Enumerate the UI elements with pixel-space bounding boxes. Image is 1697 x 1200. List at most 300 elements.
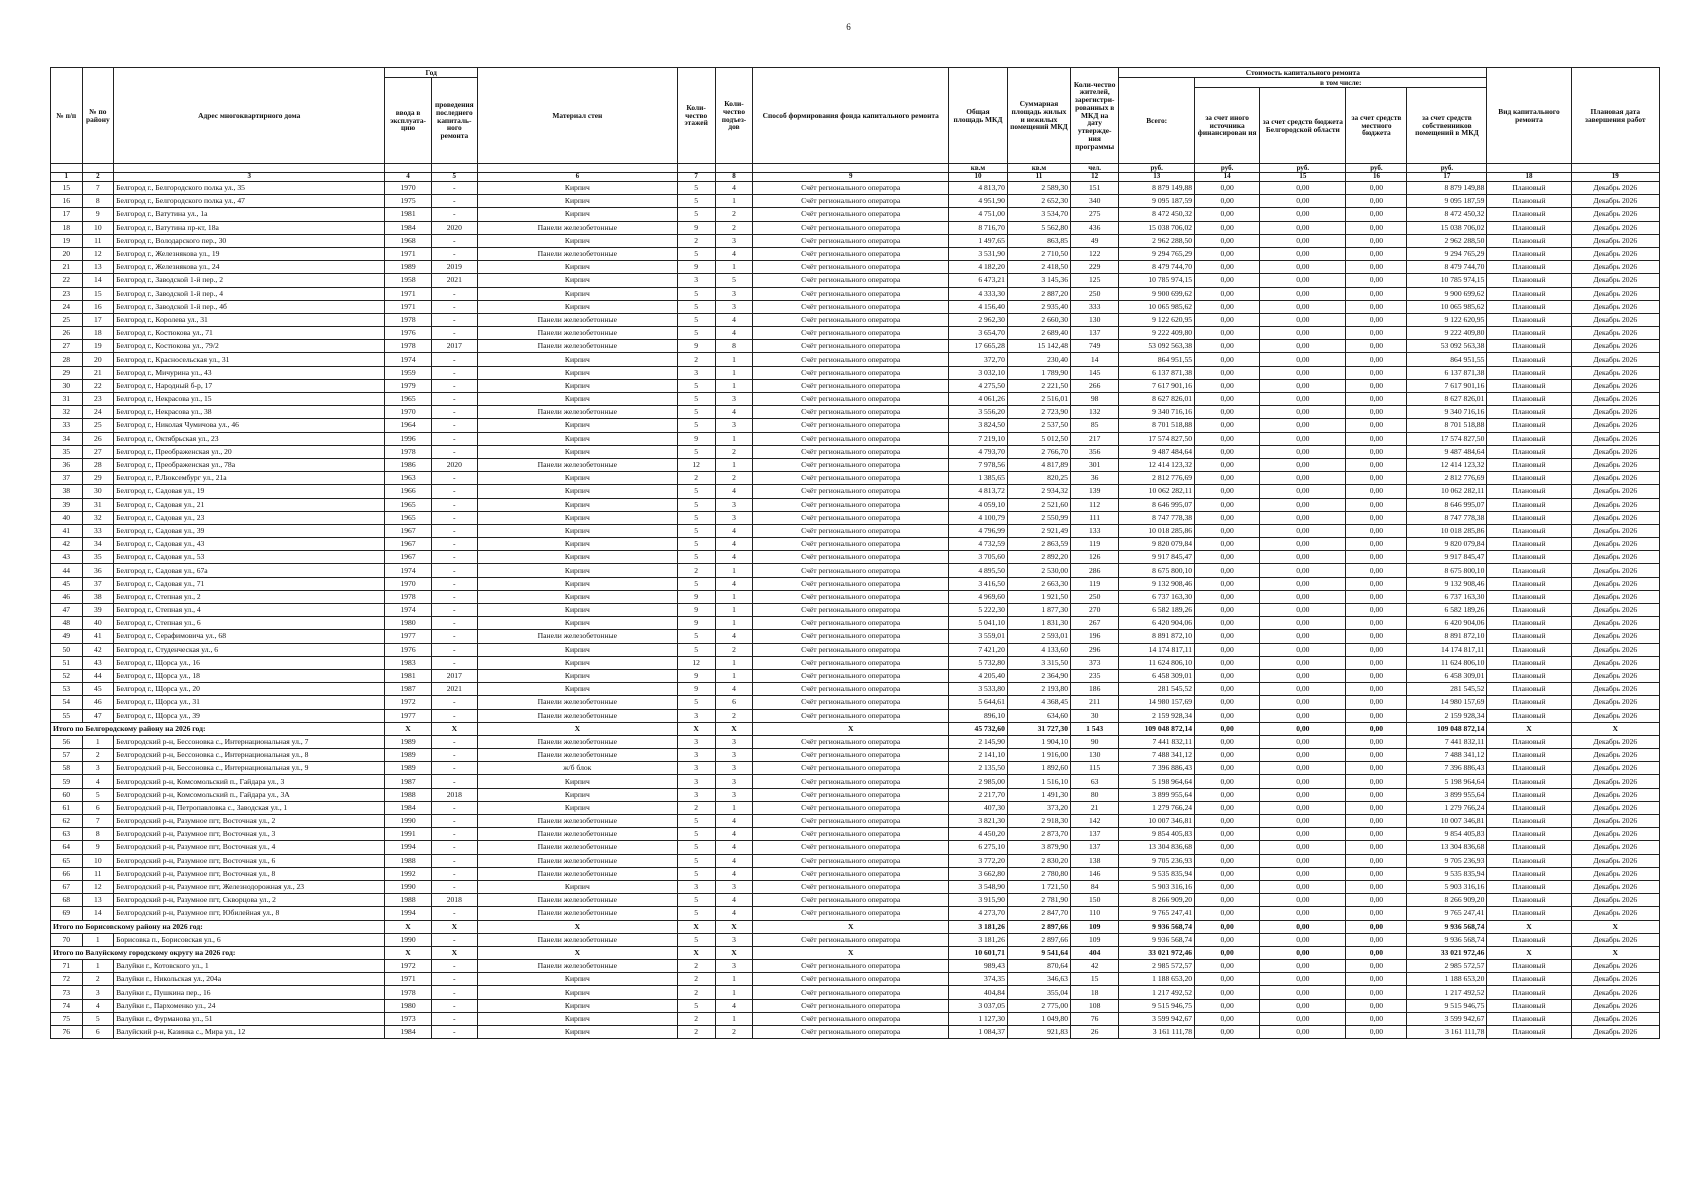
table-row: [51, 986, 1660, 999]
table-cell: 1996: [385, 432, 431, 445]
table-cell: 6: [82, 1026, 114, 1039]
table-cell: Счёт регионального оператора: [753, 498, 949, 511]
table-cell: 1989: [385, 735, 431, 748]
table-cell: Плановый: [1487, 327, 1571, 340]
table-cell: 7 421,20: [949, 643, 1008, 656]
table-cell: 66: [51, 867, 83, 880]
table-cell: 4 969,60: [949, 590, 1008, 603]
subtotal-label: Итого по Борисовскому району на 2026 год:: [51, 920, 385, 933]
table-cell: 0,00: [1195, 669, 1260, 682]
header-fund-method: Способ формирования фонда капитального ремонта: [753, 68, 949, 164]
table-cell: 0,00: [1346, 432, 1407, 445]
table-cell: 9 900 699,62: [1119, 287, 1195, 300]
table-cell: 0,00: [1195, 617, 1260, 630]
table-cell: 35: [51, 445, 83, 458]
table-cell: Декабрь 2026: [1571, 696, 1659, 709]
table-cell: Кирпич: [477, 472, 677, 485]
table-cell: Плановый: [1487, 458, 1571, 471]
table-cell: Плановый: [1487, 261, 1571, 274]
column-number: 14: [1195, 173, 1260, 182]
table-cell: 142: [1070, 815, 1118, 828]
table-cell: Кирпич: [477, 393, 677, 406]
subtotal-cell: X: [385, 920, 431, 933]
table-cell: 3 533,80: [949, 683, 1008, 696]
table-cell: -: [431, 366, 477, 379]
table-cell: 3 899 955,64: [1407, 788, 1487, 801]
table-cell: Декабрь 2026: [1571, 801, 1659, 814]
table-cell: 0,00: [1346, 1012, 1407, 1025]
column-number: 19: [1571, 173, 1659, 182]
subtotal-cell: 0,00: [1260, 946, 1346, 959]
table-cell: 0,00: [1346, 709, 1407, 722]
table-cell: Плановый: [1487, 406, 1571, 419]
table-cell: 2 530,00: [1007, 564, 1070, 577]
table-cell: 3: [677, 749, 715, 762]
table-cell: Декабрь 2026: [1571, 182, 1659, 195]
table-cell: Счёт регионального оператора: [753, 604, 949, 617]
table-cell: 8 701 518,88: [1119, 419, 1195, 432]
table-cell: 2 418,50: [1007, 261, 1070, 274]
table-cell: Кирпич: [477, 683, 677, 696]
table-cell: Плановый: [1487, 735, 1571, 748]
table-cell: 0,00: [1346, 854, 1407, 867]
table-cell: 30: [51, 379, 83, 392]
subtotal-cell: X: [715, 920, 753, 933]
table-cell: 85: [1070, 419, 1118, 432]
table-cell: 6 458 309,01: [1407, 669, 1487, 682]
table-cell: 5 198 964,64: [1407, 775, 1487, 788]
table-cell: 2 521,60: [1007, 498, 1070, 511]
table-cell: 2 221,50: [1007, 379, 1070, 392]
table-cell: Счёт регионального оператора: [753, 458, 949, 471]
table-cell: 0,00: [1260, 472, 1346, 485]
table-cell: 2017: [431, 669, 477, 682]
table-cell: 1989: [385, 749, 431, 762]
table-cell: -: [431, 327, 477, 340]
address-cell: Валуйки г., Фурманова ул., 51: [114, 1012, 385, 1025]
address-cell: Белгород г., Щорса ул., 16: [114, 656, 385, 669]
table-cell: 8 627 826,01: [1119, 393, 1195, 406]
table-row: [51, 841, 1660, 854]
address-cell: Белгород г., Красносельская ул., 31: [114, 353, 385, 366]
table-cell: -: [431, 1026, 477, 1039]
header-entrances: Коли-чество подъез-дов: [715, 68, 753, 164]
table-cell: 1 516,10: [1007, 775, 1070, 788]
table-cell: Плановый: [1487, 960, 1571, 973]
table-cell: Счёт регионального оператора: [753, 564, 949, 577]
table-cell: 4: [715, 894, 753, 907]
table-cell: 3: [677, 775, 715, 788]
table-cell: 2018: [431, 788, 477, 801]
table-cell: Декабрь 2026: [1571, 406, 1659, 419]
table-cell: 5: [82, 1012, 114, 1025]
table-cell: 2 589,30: [1007, 182, 1070, 195]
table-cell: 3: [715, 762, 753, 775]
table-cell: 2 135,50: [949, 762, 1008, 775]
table-cell: 1977: [385, 630, 431, 643]
table-cell: 5: [677, 327, 715, 340]
table-cell: 21: [82, 366, 114, 379]
table-cell: 0,00: [1346, 498, 1407, 511]
table-cell: Кирпич: [477, 656, 677, 669]
table-cell: 50: [51, 643, 83, 656]
table-cell: 28: [82, 458, 114, 471]
subtotal-cell: X: [431, 946, 477, 959]
table-cell: 2 766,70: [1007, 445, 1070, 458]
table-cell: Счёт регионального оператора: [753, 445, 949, 458]
table-cell: 41: [82, 630, 114, 643]
table-cell: 2 145,90: [949, 735, 1008, 748]
subtotal-label: Итого по Валуйскому городскому округу на 2026 год:: [51, 946, 385, 959]
table-cell: Панели железобетонные: [477, 867, 677, 880]
table-cell: Счёт регионального оператора: [753, 815, 949, 828]
table-cell: 9 936 568,74: [1119, 933, 1195, 946]
table-cell: 9 487 484,64: [1119, 445, 1195, 458]
table-cell: Плановый: [1487, 986, 1571, 999]
table-cell: 9 222 409,80: [1119, 327, 1195, 340]
table-row: [51, 880, 1660, 893]
table-cell: 0,00: [1260, 960, 1346, 973]
table-cell: Счёт регионального оператора: [753, 261, 949, 274]
table-cell: 4 100,79: [949, 511, 1008, 524]
subtotal-cell: X: [677, 920, 715, 933]
table-cell: 22: [51, 274, 83, 287]
table-cell: 18: [82, 327, 114, 340]
table-cell: 2: [715, 221, 753, 234]
table-cell: 1: [715, 379, 753, 392]
table-cell: -: [431, 445, 477, 458]
column-number: 4: [385, 173, 431, 182]
table-cell: Плановый: [1487, 841, 1571, 854]
table-cell: 62: [51, 815, 83, 828]
table-cell: 2 663,30: [1007, 577, 1070, 590]
table-cell: 30: [82, 485, 114, 498]
table-cell: Счёт регионального оператора: [753, 656, 949, 669]
table-cell: Кирпич: [477, 274, 677, 287]
table-cell: -: [431, 973, 477, 986]
table-cell: Декабрь 2026: [1571, 867, 1659, 880]
subtotal-cell: X: [1571, 946, 1659, 959]
table-cell: Счёт регионального оператора: [753, 894, 949, 907]
table-cell: 9: [677, 590, 715, 603]
table-cell: 24: [82, 406, 114, 419]
table-cell: 2 962 288,50: [1407, 234, 1487, 247]
table-cell: 281 545,52: [1119, 683, 1195, 696]
table-cell: 1978: [385, 313, 431, 326]
table-cell: -: [431, 234, 477, 247]
table-cell: 0,00: [1260, 208, 1346, 221]
table-cell: Декабрь 2026: [1571, 340, 1659, 353]
table-cell: 0,00: [1346, 973, 1407, 986]
table-cell: 5: [677, 841, 715, 854]
table-cell: 12: [82, 247, 114, 260]
table-cell: 9: [677, 683, 715, 696]
table-row: [51, 498, 1660, 511]
table-cell: 0,00: [1260, 1026, 1346, 1039]
table-cell: 356: [1070, 445, 1118, 458]
subtotal-cell: X: [1487, 946, 1571, 959]
table-cell: 4 205,40: [949, 669, 1008, 682]
table-cell: 2: [715, 709, 753, 722]
table-cell: Декабрь 2026: [1571, 749, 1659, 762]
table-row: [51, 274, 1660, 287]
table-cell: 75: [51, 1012, 83, 1025]
table-cell: 1980: [385, 617, 431, 630]
table-row: [51, 617, 1660, 630]
table-cell: 2: [677, 472, 715, 485]
table-cell: 0,00: [1346, 234, 1407, 247]
table-cell: 111: [1070, 511, 1118, 524]
table-row: [51, 683, 1660, 696]
table-cell: 1: [715, 458, 753, 471]
table-cell: 3: [82, 986, 114, 999]
header-commission-year: ввода в эксплуата-цию: [385, 78, 431, 164]
table-cell: -: [431, 208, 477, 221]
table-cell: 61: [51, 801, 83, 814]
table-cell: 1959: [385, 366, 431, 379]
table-cell: Кирпич: [477, 551, 677, 564]
address-cell: Белгород г., Садовая ул., 53: [114, 551, 385, 564]
table-cell: 3 032,10: [949, 366, 1008, 379]
table-cell: 3 559,01: [949, 630, 1008, 643]
table-cell: 3: [715, 287, 753, 300]
table-cell: 4 732,59: [949, 538, 1008, 551]
table-cell: 5: [677, 867, 715, 880]
table-cell: -: [431, 472, 477, 485]
table-row: [51, 801, 1660, 814]
table-cell: 9 294 765,29: [1119, 247, 1195, 260]
address-cell: Белгород г., Садовая ул., 19: [114, 485, 385, 498]
table-cell: 11 624 806,10: [1119, 656, 1195, 669]
table-cell: -: [431, 696, 477, 709]
subtotal-cell: X: [1487, 722, 1571, 735]
table-cell: Счёт регионального оператора: [753, 313, 949, 326]
table-cell: 0,00: [1260, 590, 1346, 603]
table-cell: 9 917 845,47: [1407, 551, 1487, 564]
table-cell: 1978: [385, 340, 431, 353]
table-cell: 53: [51, 683, 83, 696]
table-cell: 9 515 946,75: [1407, 999, 1487, 1012]
table-cell: 24: [51, 300, 83, 313]
table-cell: 45: [82, 683, 114, 696]
table-cell: 4 450,20: [949, 828, 1008, 841]
table-cell: 48: [51, 617, 83, 630]
table-row: [51, 696, 1660, 709]
table-cell: Плановый: [1487, 590, 1571, 603]
table-cell: Декабрь 2026: [1571, 234, 1659, 247]
table-cell: 1: [715, 432, 753, 445]
capital-repair-table: [50, 67, 1660, 1039]
table-cell: 0,00: [1346, 656, 1407, 669]
table-cell: 1980: [385, 999, 431, 1012]
table-cell: 0,00: [1195, 1026, 1260, 1039]
table-cell: 0,00: [1346, 472, 1407, 485]
table-cell: 4 333,30: [949, 287, 1008, 300]
table-cell: 3 662,80: [949, 867, 1008, 880]
table-cell: 373,20: [1007, 801, 1070, 814]
subtotal-label: Итого по Белгородскому району на 2026 год:: [51, 722, 385, 735]
subtotal-cell: 9 936 568,74: [1119, 920, 1195, 933]
subtotal-cell: X: [753, 946, 949, 959]
table-cell: 1981: [385, 208, 431, 221]
table-cell: 8 479 744,70: [1119, 261, 1195, 274]
table-cell: 0,00: [1260, 511, 1346, 524]
header-address: Адрес многоквартирного дома: [114, 68, 385, 164]
table-cell: Плановый: [1487, 854, 1571, 867]
header-owners-funds: за счет средств собственников помещений в МКД: [1407, 88, 1487, 164]
table-cell: 8 627 826,01: [1407, 393, 1487, 406]
table-cell: 13 304 836,68: [1119, 841, 1195, 854]
subtotal-cell: 2 897,66: [1007, 920, 1070, 933]
table-cell: 10 785 974,15: [1119, 274, 1195, 287]
table-cell: 138: [1070, 854, 1118, 867]
table-cell: Плановый: [1487, 300, 1571, 313]
table-cell: 39: [82, 604, 114, 617]
table-cell: Кирпич: [477, 353, 677, 366]
table-cell: 2: [715, 472, 753, 485]
table-cell: 0,00: [1260, 867, 1346, 880]
table-cell: 17 574 827,50: [1119, 432, 1195, 445]
table-cell: Плановый: [1487, 498, 1571, 511]
table-cell: 2 775,00: [1007, 999, 1070, 1012]
table-cell: Декабрь 2026: [1571, 1012, 1659, 1025]
table-cell: Кирпич: [477, 234, 677, 247]
table-cell: 1963: [385, 472, 431, 485]
subtotal-cell: X: [477, 920, 677, 933]
table-cell: 0,00: [1346, 511, 1407, 524]
table-cell: 8 472 450,32: [1407, 208, 1487, 221]
table-cell: Плановый: [1487, 880, 1571, 893]
address-cell: Белгород г., Садовая ул., 39: [114, 524, 385, 537]
table-cell: 4: [715, 577, 753, 590]
unit-label: кв.м: [1007, 164, 1070, 173]
table-cell: Декабрь 2026: [1571, 485, 1659, 498]
table-cell: 0,00: [1195, 933, 1260, 946]
table-cell: 150: [1070, 894, 1118, 907]
table-cell: Декабрь 2026: [1571, 393, 1659, 406]
table-row: [51, 287, 1660, 300]
table-cell: 30: [1070, 709, 1118, 722]
table-cell: 5: [677, 577, 715, 590]
table-row: [51, 419, 1660, 432]
table-cell: 10 007 346,81: [1119, 815, 1195, 828]
table-cell: Плановый: [1487, 445, 1571, 458]
table-cell: 12 414 123,32: [1119, 458, 1195, 471]
table-cell: 137: [1070, 828, 1118, 841]
table-cell: 42: [82, 643, 114, 656]
table-cell: 4 182,20: [949, 261, 1008, 274]
table-cell: 0,00: [1260, 630, 1346, 643]
unit-label: руб.: [1119, 164, 1195, 173]
table-cell: 0,00: [1346, 788, 1407, 801]
table-cell: 4: [82, 775, 114, 788]
table-cell: -: [431, 907, 477, 920]
table-cell: 1987: [385, 775, 431, 788]
table-cell: 864 951,55: [1119, 353, 1195, 366]
subtotal-cell: X: [431, 722, 477, 735]
table-cell: 0,00: [1260, 709, 1346, 722]
table-cell: 5 644,61: [949, 696, 1008, 709]
table-cell: ж/б блок: [477, 762, 677, 775]
table-cell: 1: [715, 986, 753, 999]
table-cell: 10: [82, 854, 114, 867]
table-cell: Плановый: [1487, 683, 1571, 696]
table-cell: 3: [715, 960, 753, 973]
table-cell: 0,00: [1260, 458, 1346, 471]
table-cell: 4 273,70: [949, 907, 1008, 920]
table-cell: 1970: [385, 406, 431, 419]
table-cell: Декабрь 2026: [1571, 643, 1659, 656]
table-cell: Плановый: [1487, 999, 1571, 1012]
table-cell: 820,25: [1007, 472, 1070, 485]
column-number: 7: [677, 173, 715, 182]
table-cell: 2 897,66: [1007, 933, 1070, 946]
table-cell: Кирпич: [477, 775, 677, 788]
table-cell: 44: [82, 669, 114, 682]
table-cell: 46: [51, 590, 83, 603]
table-cell: -: [431, 762, 477, 775]
column-number: 11: [1007, 173, 1070, 182]
table-cell: Плановый: [1487, 617, 1571, 630]
table-cell: 3: [715, 511, 753, 524]
column-number: 2: [82, 173, 114, 182]
table-cell: 0,00: [1346, 340, 1407, 353]
table-cell: Плановый: [1487, 313, 1571, 326]
table-cell: 5: [677, 393, 715, 406]
table-cell: 2 159 928,34: [1407, 709, 1487, 722]
table-cell: 0,00: [1195, 353, 1260, 366]
table-cell: 0,00: [1260, 577, 1346, 590]
table-cell: -: [431, 854, 477, 867]
table-cell: 1: [715, 353, 753, 366]
table-cell: Плановый: [1487, 867, 1571, 880]
table-cell: 1 916,00: [1007, 749, 1070, 762]
unit-label: руб.: [1407, 164, 1487, 173]
table-cell: Декабрь 2026: [1571, 274, 1659, 287]
table-cell: 8 646 995,07: [1407, 498, 1487, 511]
table-row: [51, 669, 1660, 682]
table-cell: 4: [715, 313, 753, 326]
table-cell: 1991: [385, 828, 431, 841]
table-cell: 1967: [385, 551, 431, 564]
table-cell: 119: [1070, 538, 1118, 551]
table-cell: 1 217 492,52: [1407, 986, 1487, 999]
table-cell: 4: [715, 854, 753, 867]
table-cell: 186: [1070, 683, 1118, 696]
table-cell: 16: [51, 195, 83, 208]
table-cell: 7 617 901,16: [1407, 379, 1487, 392]
table-cell: Декабрь 2026: [1571, 327, 1659, 340]
table-cell: 1984: [385, 1026, 431, 1039]
column-number: 5: [431, 173, 477, 182]
table-cell: 5: [677, 419, 715, 432]
table-cell: 3: [715, 933, 753, 946]
table-cell: Счёт регионального оператора: [753, 234, 949, 247]
table-cell: Панели железобетонные: [477, 841, 677, 854]
table-cell: Счёт регионального оператора: [753, 327, 949, 340]
table-cell: 1972: [385, 960, 431, 973]
table-cell: 3: [677, 366, 715, 379]
table-cell: 0,00: [1346, 960, 1407, 973]
table-cell: Счёт регионального оператора: [753, 472, 949, 485]
table-cell: 23: [82, 393, 114, 406]
table-cell: 0,00: [1195, 366, 1260, 379]
address-cell: Белгородский р-н, Петропавловка с., Заводская ул., 1: [114, 801, 385, 814]
address-cell: Белгород г., Степная ул., 6: [114, 617, 385, 630]
table-row: [51, 828, 1660, 841]
table-cell: 19: [51, 234, 83, 247]
subtotal-cell: 0,00: [1195, 920, 1260, 933]
